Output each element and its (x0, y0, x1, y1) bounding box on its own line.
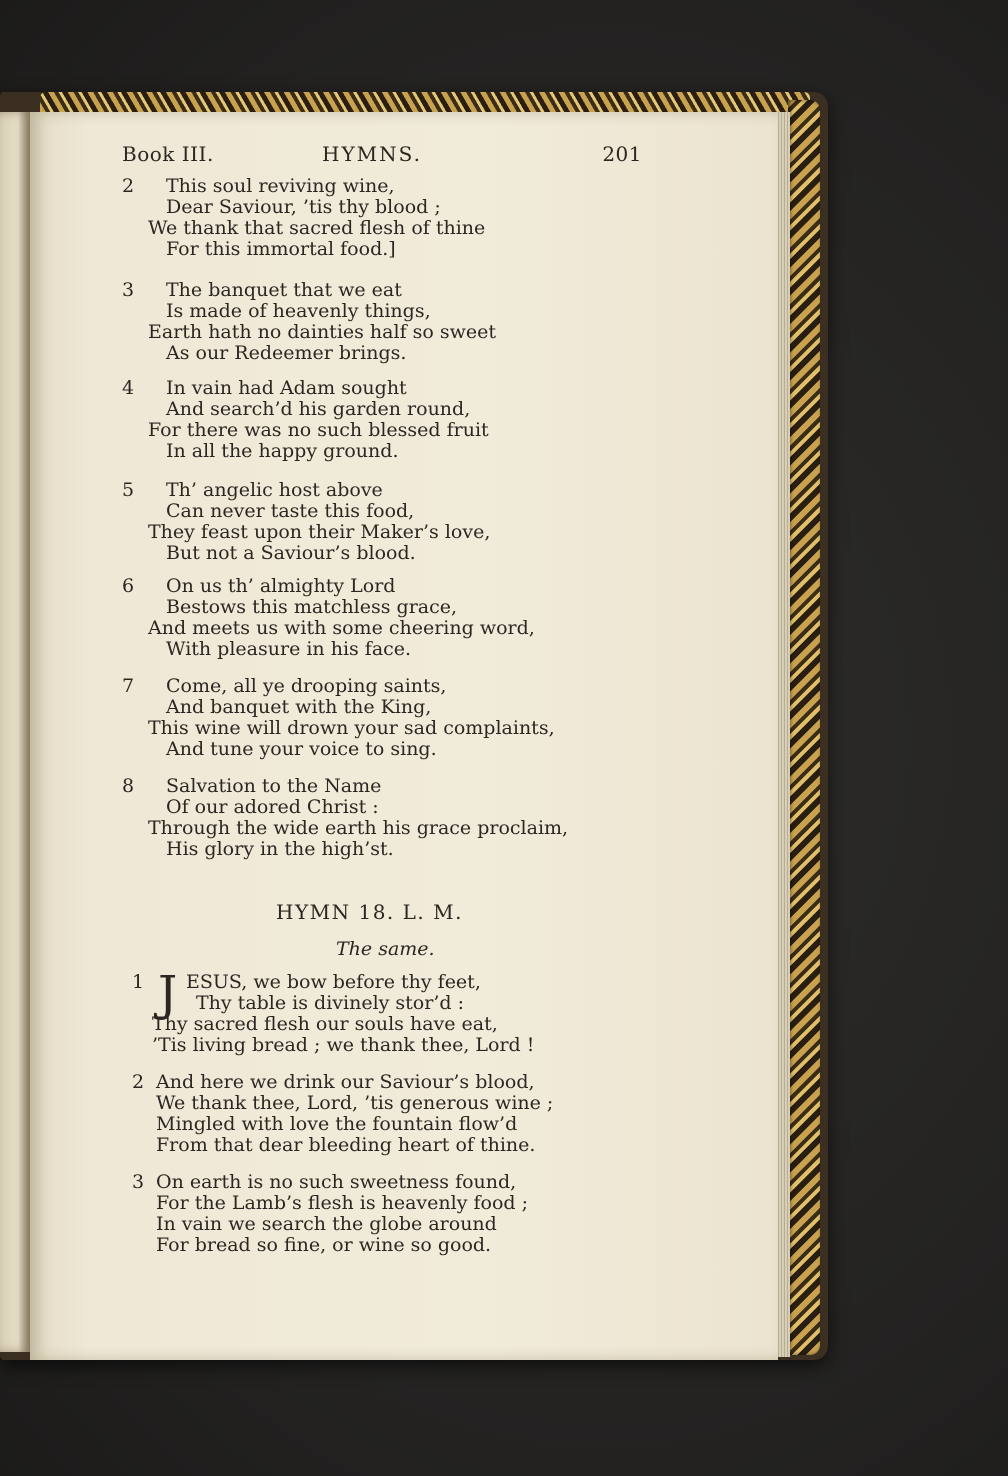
verse-line: And banquet with the King, (166, 696, 432, 718)
stanza-2 (122, 176, 485, 260)
verse-line: Of our adored Christ : (166, 796, 379, 818)
verse-line: For bread so fine, or wine so good. (156, 1234, 492, 1256)
verse-line: With pleasure in his face. (166, 638, 412, 660)
verse-line: Bestows this matchless grace, (166, 596, 458, 618)
verse-line: And tune your voice to sing. (166, 738, 437, 760)
stanza-number: 4 (122, 377, 135, 399)
gilt-top-edge (40, 92, 810, 112)
verse-line: Can never taste this food, (166, 500, 415, 522)
verse-line: As our Redeemer brings. (166, 342, 407, 364)
hymn-title: HYMN 18. L. M. (276, 900, 463, 924)
verse-line: Th’ angelic host above (166, 479, 383, 501)
verse-line: Mingled with love the fountain flow’d (156, 1113, 518, 1135)
verse-line: Thy table is divinely stor’d : (196, 992, 464, 1014)
verse-line: Earth hath no dainties half so sweet (148, 321, 497, 343)
hymn18-stanza-2 (122, 1072, 553, 1156)
verse-line: On earth is no such sweetness found, (156, 1171, 517, 1193)
stanza-number: 7 (122, 675, 135, 697)
verse-line: This soul reviving wine, (166, 175, 395, 197)
verse-line: Come, all ye drooping saints, (166, 675, 447, 697)
book-label: Book III. (122, 142, 214, 166)
verse-line: We thank thee, Lord, ’tis generous wine ; (156, 1092, 554, 1114)
stanza-6 (122, 576, 535, 660)
verse-line: And here we drink our Saviour’s blood, (156, 1071, 535, 1093)
facing-page-edge (0, 112, 30, 1352)
gilt-fore-edge (788, 100, 820, 1355)
verse-line: Salvation to the Name (166, 775, 382, 797)
stanza-5 (122, 480, 490, 564)
stanza-number: 5 (122, 479, 135, 501)
stanza-number: 2 (122, 175, 135, 197)
verse-line: His glory in the high’st. (166, 838, 394, 860)
verse-line: The banquet that we eat (166, 279, 402, 301)
verse-line: Dear Saviour, ’tis thy blood ; (166, 196, 441, 218)
stanza-8 (122, 776, 568, 860)
verse-line: Thy sacred flesh our souls have eat, (152, 1013, 498, 1035)
stanza-3 (122, 280, 496, 364)
stanza-7 (122, 676, 555, 760)
verse-line: In all the happy ground. (166, 440, 399, 462)
book-page (30, 112, 778, 1360)
stanza-number: 6 (122, 575, 135, 597)
verse-line: From that dear bleeding heart of thine. (156, 1134, 536, 1156)
verse-line: ESUS, we bow before thy feet, (186, 971, 481, 993)
verse-line: This wine will drown your sad complaints, (148, 717, 555, 739)
verse-line: And search’d his garden round, (166, 398, 471, 420)
verse-line: They feast upon their Maker’s love, (148, 521, 491, 543)
stanza-4 (122, 378, 489, 462)
drop-cap: J (158, 966, 178, 1022)
verse-line: Through the wide earth his grace proclaim, (148, 817, 569, 839)
stanza-number: 2 (132, 1071, 145, 1093)
stanza-number: 1 (132, 971, 145, 993)
verse-line: In vain had Adam sought (166, 377, 407, 399)
verse-line: ’Tis living bread ; we thank thee, Lord ! (152, 1034, 535, 1056)
stanza-number: 3 (132, 1171, 145, 1193)
verse-line: In vain we search the globe around (156, 1213, 497, 1235)
verse-line: On us th’ almighty Lord (166, 575, 396, 597)
verse-line: Is made of heavenly things, (166, 300, 431, 322)
verse-line: But not a Saviour’s blood. (166, 542, 416, 564)
verse-line: For the Lamb’s flesh is heavenly food ; (156, 1192, 529, 1214)
stanza-number: 3 (122, 279, 135, 301)
verse-line: For this immortal food.] (166, 238, 396, 260)
hymn18-stanza-3 (122, 1172, 528, 1256)
verse-line: We thank that sacred flesh of thine (148, 217, 486, 239)
verse-line: For there was no such blessed fruit (148, 419, 489, 441)
page-number: 201 (602, 142, 642, 166)
section-title: HYMNS. (322, 142, 422, 166)
hymn-subtitle: The same. (336, 938, 435, 960)
verse-line: And meets us with some cheering word, (148, 617, 535, 639)
stanza-number: 8 (122, 775, 135, 797)
hymn18-stanza-1 (122, 966, 535, 1056)
